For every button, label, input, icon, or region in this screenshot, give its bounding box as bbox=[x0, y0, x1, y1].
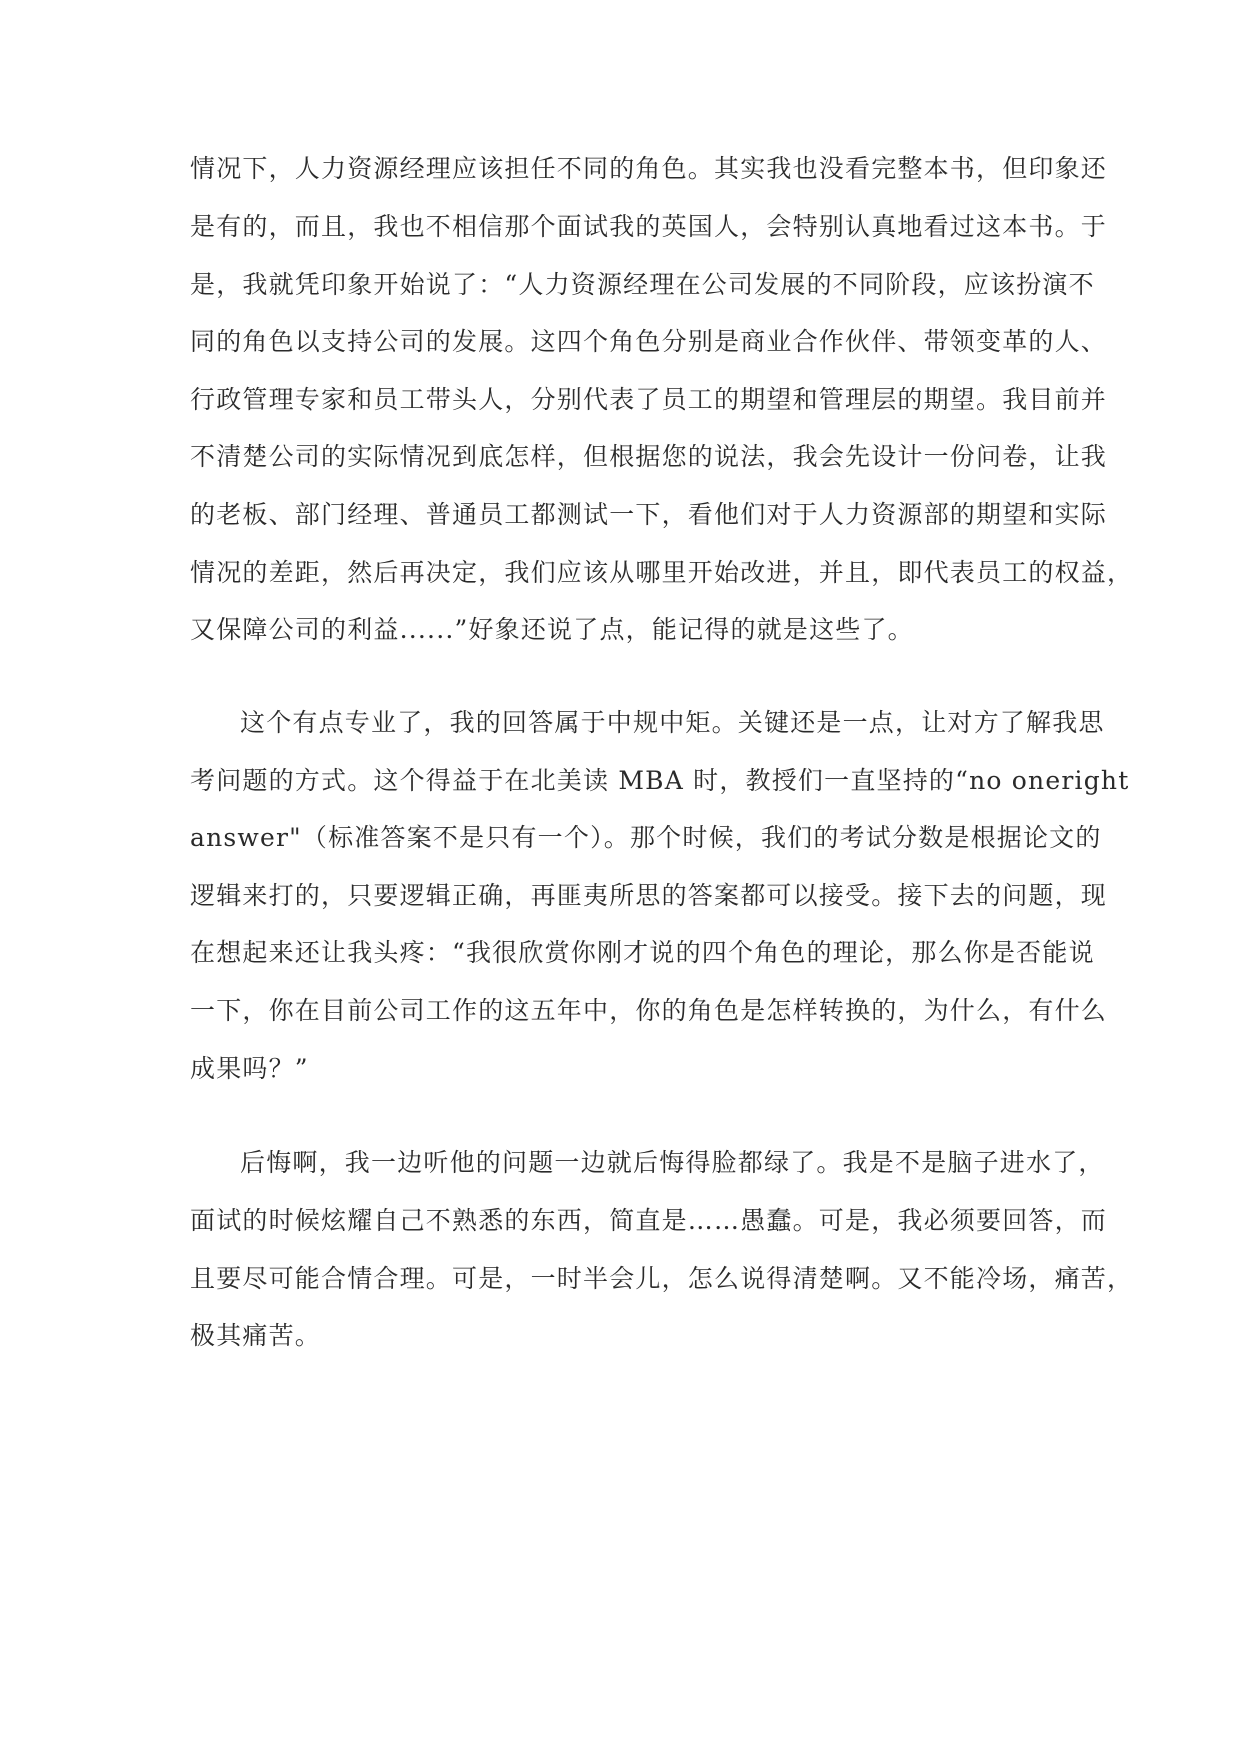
paragraph-1-line-4: 同的角色以支持公司的发展。这四个角色分别是商业合作伙伴、带领变革的人、 bbox=[190, 327, 1108, 356]
paragraph-3-line-4: 极其痛苦。 bbox=[190, 1321, 322, 1350]
paragraph-3-line-1: 后悔啊，我一边听他的问题一边就后悔得脸都绿了。我是不是脑子进水了， bbox=[240, 1148, 1105, 1177]
paragraph-2-line-3: answer"（标准答案不是只有一个）。那个时候，我们的考试分数是根据论文的 bbox=[190, 823, 1102, 852]
paragraph-1-line-9: 又保障公司的利益......”好象还说了点，能记得的就是这些了。 bbox=[190, 615, 914, 644]
paragraph-2-line-5: 在想起来还让我头疼：“我很欣赏你刚才说的四个角色的理论，那么你是否能说 bbox=[190, 938, 1095, 967]
paragraph-3-line-3: 且要尽可能合情合理。可是，一时半会儿，怎么说得清楚啊。又不能冷场，痛苦， bbox=[190, 1264, 1134, 1293]
paragraph-2-line-2: 考问题的方式。这个得益于在北美读 MBA 时，教授们一直坚持的“no oneright bbox=[190, 766, 1130, 795]
paragraph-2-line-1: 这个有点专业了，我的回答属于中规中矩。关键还是一点，让对方了解我思 bbox=[240, 708, 1105, 737]
paragraph-3-line-2: 面试的时候炫耀自己不熟悉的东西，简直是……愚蠢。可是，我必须要回答，而 bbox=[190, 1206, 1108, 1235]
paragraph-1-line-2: 是有的，而且，我也不相信那个面试我的英国人，会特别认真地看过这本书。于 bbox=[190, 212, 1108, 241]
paragraph-1-line-3: 是，我就凭印象开始说了：“人力资源经理在公司发展的不同阶段，应该扮演不 bbox=[190, 270, 1095, 299]
paragraph-1-line-1: 情况下，人力资源经理应该担任不同的角色。其实我也没看完整本书，但印象还 bbox=[190, 154, 1108, 183]
paragraph-2-line-4: 逻辑来打的，只要逻辑正确，再匪夷所思的答案都可以接受。接下去的问题，现 bbox=[190, 881, 1108, 910]
paragraph-2-line-7: 成果吗？” bbox=[190, 1054, 309, 1083]
paragraph-2-line-6: 一下，你在目前公司工作的这五年中，你的角色是怎样转换的，为什么，有什么 bbox=[190, 996, 1108, 1025]
paragraph-1-line-6: 不清楚公司的实际情况到底怎样，但根据您的说法，我会先设计一份问卷，让我 bbox=[190, 442, 1108, 471]
paragraph-1-line-8: 情况的差距，然后再决定，我们应该从哪里开始改进，并且，即代表员工的权益， bbox=[190, 558, 1134, 587]
paragraph-1-line-5: 行政管理专家和员工带头人，分别代表了员工的期望和管理层的期望。我目前并 bbox=[190, 385, 1108, 414]
paragraph-1-line-7: 的老板、部门经理、普通员工都测试一下，看他们对于人力资源部的期望和实际 bbox=[190, 500, 1108, 529]
